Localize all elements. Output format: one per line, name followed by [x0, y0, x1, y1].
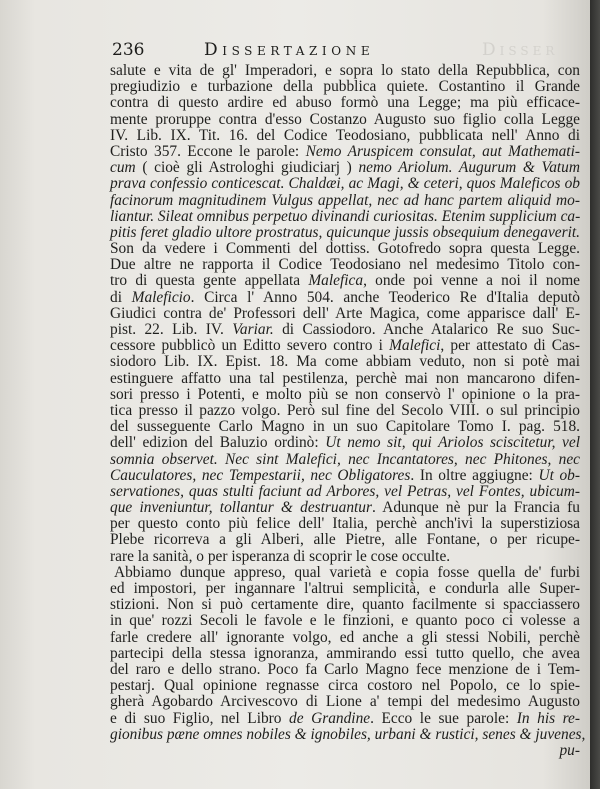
text-segment: . Adunque nè pur la Francia fu	[371, 499, 580, 517]
text-line	[110, 257, 580, 273]
text-segment: sori presso i Potenti, e molto più se non conservò l' opinione o la pra-	[110, 385, 580, 403]
text-line	[110, 306, 580, 322]
text-segment: ed impostori, per ingannare l'altrui semplicità, e condurla alle Super-	[110, 580, 580, 597]
page-edge-shadow	[590, 0, 600, 789]
text-segment: Giudici contra de' Professori dell' Arte Magica, come apparisce dall' E-	[110, 304, 580, 322]
text-line	[110, 112, 580, 128]
italic-text: Variar.	[232, 321, 274, 338]
text-segment: contra di questo ardire ed abuso formò una Legge; ma più efficace-	[110, 94, 580, 112]
text-line	[110, 95, 580, 111]
text-segment: di	[110, 288, 132, 306]
text-segment: del raro e dello strano. Poco fa Carlo Magno fece menzione de i Tem-	[110, 660, 580, 678]
bleed-through-title: Disser	[482, 40, 559, 60]
text-segment: partecipi della stessa ignoranza, ammirando essi tutto quello, che avea	[110, 644, 580, 662]
text-segment: pregiudizio e turbazione della pubblica quiete. Costantino il Grande	[110, 78, 580, 96]
text-line	[110, 338, 580, 354]
italic-text: cum	[110, 159, 136, 177]
italic-text: pitis feret gladio ultore prostratus, quicunque jussis obsequium denegaverit.	[110, 223, 580, 241]
text-segment: siodoro Lib. IX. Epist. 18. Ma come abbiam veduto, non si potè mai	[110, 353, 580, 371]
text-line	[110, 209, 580, 225]
text-segment: . Ecco le sue parole:	[370, 709, 517, 727]
text-segment: . In oltre aggiugne:	[410, 466, 539, 484]
text-segment: pestarj. Qual opinione regnasse circa costoro nel Popolo, ce lo spie-	[110, 677, 580, 695]
text-line	[110, 160, 580, 176]
text-segment: di Cassiodoro. Anche Atalarico Re suo Suc-	[273, 321, 580, 338]
text-segment: stizioni. Non si può certamente dire, quanto facilmente si spacciassero	[110, 596, 580, 614]
text-line	[110, 128, 580, 144]
italic-text: gionibus pæne omnes nobiles & ignobiles, urbani & rustici, senes & juvenes,	[110, 725, 586, 743]
text-line	[110, 273, 580, 289]
text-line	[110, 322, 580, 338]
text-line	[110, 725, 586, 743]
text-line	[110, 387, 580, 403]
text-line	[110, 403, 580, 419]
text-segment: , onde poi venne a noi il nome	[363, 272, 581, 290]
text-line	[110, 597, 580, 613]
text-segment: Plebe ricorreva a gli Alberi, alle Pietre, alle Fontane, o per ricupe-	[110, 531, 580, 549]
text-segment: salute e vita de gl' Imperadori, e sopra lo stato della Repubblica, con	[110, 62, 580, 79]
text-segment: ( cioè gli Astrologhi giudiciarj )	[135, 159, 359, 177]
italic-text: Malefici	[389, 337, 441, 355]
italic-text: facinorum magnitudinem Vulgus appellat, nec ad hanc partem aliquid mo-	[110, 191, 580, 209]
body-text	[110, 62, 586, 759]
text-line	[110, 532, 580, 548]
running-title: Dissertazione	[204, 40, 375, 60]
text-line	[110, 354, 580, 370]
italic-text: pu-	[559, 741, 580, 759]
italic-text: liantur. Sileat omnibus perpetuo divinandi curiositas. Etenim supplicium ca-	[110, 207, 581, 225]
text-line	[110, 144, 580, 160]
text-line	[110, 452, 580, 468]
italic-text: que inveniuntur, tollantur & destruantur	[110, 499, 372, 517]
italic-text: prava confessio conticescat. Chaldæi, ac Magi, & ceteri, quos Maleficos ob	[110, 175, 580, 193]
text-segment: Abbiamo dunque appreso, qual varietà e copia fosse quella de' furbi	[114, 563, 580, 581]
text-segment: tro di questa gente appellata	[110, 272, 309, 290]
text-line	[110, 241, 580, 257]
text-line	[110, 500, 580, 516]
text-segment: in que' rozzi Secoli le favole e le finzioni, e quanto poco ci volesse a	[110, 612, 580, 630]
text-segment: Due altre ne rapporta il Codice Teodosiano nel medesimo Titolo con-	[110, 256, 580, 274]
text-line	[110, 549, 580, 565]
italic-text: Ut nemo sit, qui Ariolos sciscitetur, vel	[325, 434, 580, 452]
text-line	[110, 694, 580, 710]
text-line	[110, 613, 580, 629]
text-segment: pist. 22. Lib. IV.	[110, 321, 233, 338]
text-segment: cessore pubblicò un Editto severo contro i	[110, 337, 390, 355]
text-segment: , per attestato di Cas-	[440, 337, 580, 355]
text-line	[110, 630, 580, 646]
text-segment: Cristo 357. Eccone le parole:	[110, 142, 306, 160]
text-segment: per questo conto più felice dell' Italia, perchè anch'ivi la superstiziosa	[110, 515, 580, 533]
text-line	[110, 484, 580, 500]
italic-text: Malefica	[308, 272, 364, 290]
italic-text: Maleficio	[131, 288, 191, 306]
text-line	[110, 63, 580, 79]
text-line	[110, 225, 580, 241]
text-line	[110, 193, 580, 209]
text-line	[110, 516, 580, 532]
text-segment: . Circa l' Anno 504. anche Teoderico Re d'Italia deputò	[190, 288, 581, 306]
page-header	[112, 40, 582, 64]
text-line	[110, 646, 580, 662]
italic-text: In his re-	[516, 709, 580, 727]
text-segment: farle credere all' ignorante volgo, ed anche a gli stessi Nobili, perchè	[110, 628, 580, 646]
text-segment: Son da vedere i Commenti del dottiss. Gotofredo sopra questa Legge.	[110, 240, 580, 258]
text-line	[110, 435, 580, 451]
text-segment: gherà Agobardo Arcivescovo di Lione a' tempi del medesimo Augusto	[110, 693, 580, 711]
italic-text: nemo Ariolum. Augurum & Vatum	[358, 159, 580, 177]
text-line	[110, 743, 580, 759]
text-segment: mente proruppe contra d'esso Costanzo Augusto suo figlio colla Legge	[110, 110, 580, 128]
text-line	[110, 662, 580, 678]
text-line	[110, 419, 580, 435]
text-segment: e di suo Figlio, nel Libro	[110, 709, 290, 727]
italic-text: Ut ob-	[538, 466, 580, 484]
text-segment: del susseguente Carlo Magno in un suo Capitolare Tomo I. pag. 518.	[110, 418, 580, 436]
page-number: 236	[112, 40, 145, 60]
text-line	[110, 290, 580, 306]
text-segment: rare la sanità, o per isperanza di scoprir le cose occulte.	[110, 547, 451, 565]
text-line	[110, 468, 580, 484]
text-line	[110, 581, 580, 597]
text-segment: dell' edizion del Baluzio ordinò:	[110, 434, 326, 452]
text-line	[110, 565, 580, 581]
italic-text: somnia observet. Nec sint Malefici, nec Incantatores, nec Phitones, nec	[110, 450, 580, 468]
text-line	[110, 678, 580, 694]
text-line	[110, 711, 580, 727]
italic-text: de Grandine	[289, 709, 371, 727]
italic-text: Nemo Aruspicem consulat, aut Mathemati-	[305, 142, 580, 160]
italic-text: servationes, quas stulti faciunt ad Arbores, vel Petras, vel Fontes, ubicum-	[110, 482, 580, 500]
italic-text: Cauculatores, nec Tempestarii, nec Obligatores	[110, 466, 411, 484]
text-segment: estinguere affatto una tal pestilenza, perchè mai non mancarono difen-	[110, 369, 580, 387]
text-segment: tica presso il pazzo volgo. Però sul fine del Secolo VIII. o sul principio	[110, 401, 580, 419]
text-segment: IV. Lib. IX. Tit. 16. del Codice Teodosiano, pubblicata nell' Anno di	[110, 126, 580, 144]
text-line	[110, 371, 580, 387]
text-line	[110, 79, 580, 95]
text-line	[110, 176, 580, 192]
